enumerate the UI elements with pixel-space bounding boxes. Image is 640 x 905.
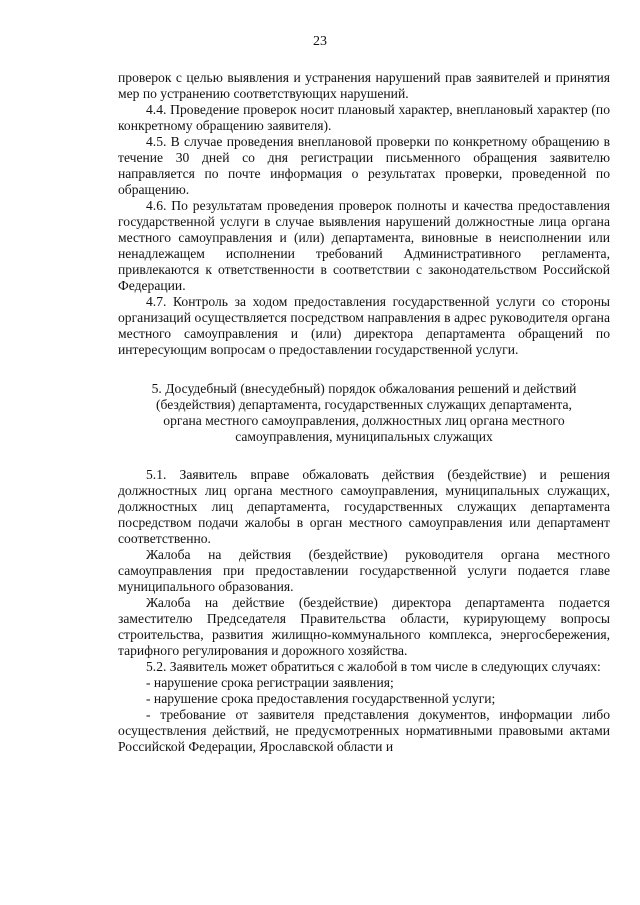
list-item: - нарушение срока предоставления государственной услуги; [146, 691, 496, 706]
section-heading-line: органа местного самоуправления, должностных лиц органа местного [163, 413, 565, 428]
paragraph: 4.4. Проведение проверок носит плановый характер, внеплановый характер (по конкретному обращению заявителя). [118, 102, 610, 133]
paragraph: проверок с целью выявления и устранения нарушений прав заявителей и принятия мер по устранению соответствующих нарушений. [118, 70, 610, 101]
document-body [118, 70, 610, 755]
paragraph: 5.1. Заявитель вправе обжаловать действия (бездействие) и решения должностных лиц органа местного самоуправления, муниципальных служащих, должностных лиц департамента, государственных служащих департамента посредством подачи жалобы в орган местного самоуправления или департамент соответственно. [118, 467, 610, 546]
paragraph: 4.5. В случае проведения внеплановой проверки по конкретному обращению в течение 30 дней со дня регистрации письменного обращения заявителю направляется по почте информация о результатах проверки, проведенной по обращению. [118, 134, 610, 197]
section-heading [118, 381, 610, 445]
paragraphs-after-section [118, 467, 610, 755]
list-item: - нарушение срока регистрации заявления; [146, 675, 394, 690]
page-number: 23 [313, 34, 327, 49]
paragraph: 4.6. По результатам проведения проверок полноты и качества предоставления государственной услуги в случае выявления нарушений должностные лица органа местного самоуправления и (или) департамента, виновные в неисполнении или ненадлежащем исполнении требований Административного регламента, привлекаются к ответственности в соответствии с законодательством Российской Федерации. [118, 198, 610, 293]
list-item: - требование от заявителя представления документов, информации либо осуществления действий, не предусмотренных нормативными правовыми актами Российской Федерации, Ярославской области и [118, 707, 610, 754]
section-heading-line: самоуправления, муниципальных служащих [235, 429, 493, 444]
section-heading-line: (бездействия) департамента, государственных служащих департамента, [156, 397, 572, 412]
paragraph: Жалоба на действия (бездействие) руководителя органа местного самоуправления при предоставлении государственной услуги подается главе муниципального образования. [118, 547, 610, 594]
section-heading-line: 5. Досудебный (внесудебный) порядок обжалования решений и действий [151, 381, 577, 396]
paragraph: Жалоба на действие (бездействие) директора департамента подается заместителю Председателя Правительства области, курирующему вопросы строительства, развития жилищно-коммунального комплекса, энергосбережения, тарифного регулирования и дорожного хозяйства. [118, 595, 610, 658]
paragraph: 5.2. Заявитель может обратиться с жалобой в том числе в следующих случаях: [146, 659, 601, 674]
paragraph: 4.7. Контроль за ходом предоставления государственной услуги со стороны организаций осуществляется посредством направления в адрес руководителя органа местного самоуправления и (или) директора департамента обращений по интересующим вопросам о предоставлении государственной услуги. [118, 294, 610, 357]
paragraphs-before-section [118, 70, 610, 358]
